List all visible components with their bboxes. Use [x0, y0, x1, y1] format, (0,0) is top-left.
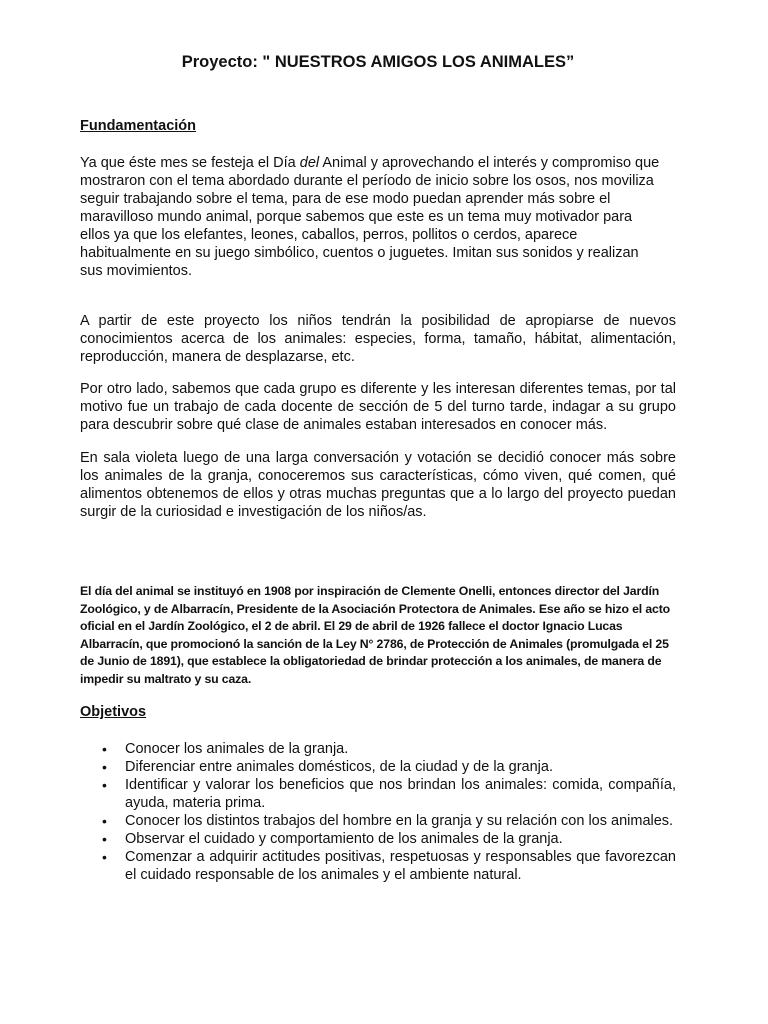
list-item — [80, 848, 676, 884]
bullet-icon: • — [102, 813, 107, 829]
paragraph-sala-violeta: En sala violeta luego de una larga conversación y votación se decidió conocer más sobre los animales de la granja, conoceremos sus características, cómo viven, qué comen, qué alimentos obtenemos de ellos y otras muchas preguntas que a lo largo del proyecto puedan surgir de la curiosidad e investigación de los niños/as. — [80, 450, 676, 520]
paragraph-grupo: Por otro lado, sabemos que cada grupo es diferente y les interesan diferentes temas, por tal motivo fue un trabajo de cada docente de sección de 5 del turno tarde, indagar a su grupo para descubrir sobre qué clase de animales estaban interesados en conocer más. — [80, 381, 676, 433]
paragraph-dia-del-animal: El día del animal se instituyó en 1908 por inspiración de Clemente Onelli, entonces director del Jardín Zoológico, y de Albarracín, Presidente de la Asociación Protectora de Animales. Ese año se hizo el acto oficial en el Jardín Zoológico, el 2 de abril. El 29 de abril de 1926 fallece el doctor Ignacio Lucas Albarracín, que promocionó la sanción de la Ley N° 2786, de Protección de Animales (promulgada el 25 de Junio de 1891), que establece la obligatoriedad de brindar protección a los animales, de manera de impedir su maltrato y su caza. — [80, 584, 671, 686]
bullet-icon: • — [102, 777, 107, 793]
paragraph-intro — [80, 154, 660, 280]
document-title: Proyecto: " NUESTROS AMIGOS LOS ANIMALES” — [181, 53, 575, 71]
bullet-icon: • — [102, 741, 107, 757]
bullet-icon: • — [102, 759, 107, 775]
bullet-icon: • — [102, 849, 107, 865]
list-item-text: Comenzar a adquirir actitudes positivas, respetuosas y responsables que favorezcan el cuidado responsable de los animales y el ambiente natural. — [125, 849, 676, 883]
list-item-text: Conocer los animales de la granja. — [125, 741, 349, 757]
list-item-text: Diferenciar entre animales domésticos, de la ciudad y de la granja. — [125, 759, 553, 775]
paragraph-intro-italic: del — [299, 155, 320, 171]
paragraph-proyecto: A partir de este proyecto los niños tendrán la posibilidad de apropiarse de nuevos conocimientos acerca de los animales: especies, forma, tamaño, hábitat, alimentación, reproducción, manera de desplazarse, etc. — [80, 313, 676, 365]
heading-fundamentacion: Fundamentación — [80, 118, 197, 134]
paragraph-intro-end: Animal y aprovechando el interés y compromiso que mostraron con el tema abordado durante el período de inicio sobre los osos, nos moviliza seguir trabajando sobre el tema, para de ese modo puedan aprender más sobre el maravilloso mundo animal, porque sabemos que este es un tema muy motivador para ellos ya que los elefantes, leones, caballos, perros, pollitos o cerdos, aparece habitualmente en su juego simbólico, cuentos o juguetes. Imitan sus sonidos y realizan sus movimientos. — [80, 155, 660, 279]
heading-objetivos: Objetivos — [80, 704, 147, 720]
objectives-list — [80, 740, 676, 884]
list-item — [80, 758, 676, 776]
list-item — [80, 830, 676, 848]
list-item-text: Identificar y valorar los beneficios que nos brindan los animales: comida, compañía, ayuda, materia prima. — [125, 777, 676, 811]
list-item — [80, 776, 676, 812]
list-item — [80, 812, 676, 830]
paragraph-intro-start: Ya que éste mes se festeja el Día — [80, 155, 300, 171]
list-item-text: Conocer los distintos trabajos del hombre en la granja y su relación con los animales. — [125, 813, 674, 829]
list-item — [80, 740, 676, 758]
bullet-icon: • — [102, 831, 107, 847]
list-item-text: Observar el cuidado y comportamiento de los animales de la granja. — [125, 831, 563, 847]
